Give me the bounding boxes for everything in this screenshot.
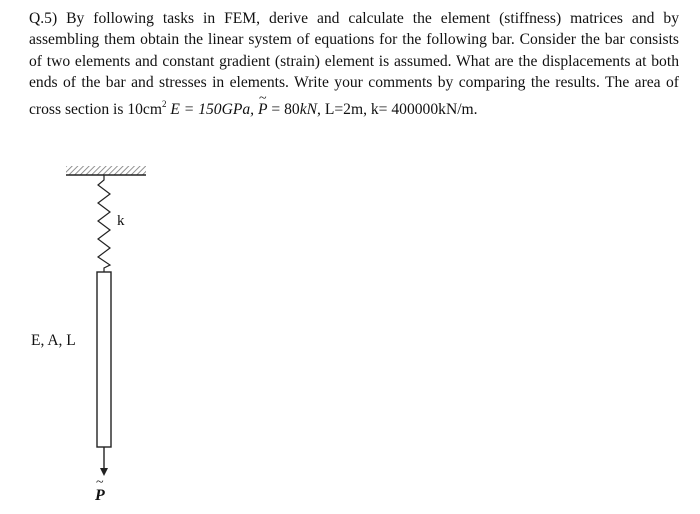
bar-properties-label: E, A, L [31, 332, 76, 349]
p-tilde-symbol: ~ P [258, 99, 268, 120]
fixed-support-hatch [66, 166, 146, 175]
question-part1: Q.5) By following tasks in FEM, derive and calculate the element (stiffness) matrices and by assembling them obtain the linear system of equations for the following bar. Consider the bar consists of two elements and constant gradient (strain) element is assumed. What are the displacements at both ends of the bar and stresses in elements. Write your comments by comparing the results. The area of cross section is 10cm [29, 10, 679, 118]
load-label: ~ P [95, 487, 105, 505]
bar [97, 272, 111, 447]
spring [98, 175, 110, 272]
question-part2: E = 150GPa, [166, 100, 258, 118]
kn-unit: kN [299, 100, 318, 118]
spring-label: k [117, 213, 125, 229]
exponent-2: 2 [161, 98, 167, 109]
question-part3: = 80 [267, 100, 300, 118]
question-part4: , L=2m, k= 400000kN/m. [317, 100, 478, 118]
